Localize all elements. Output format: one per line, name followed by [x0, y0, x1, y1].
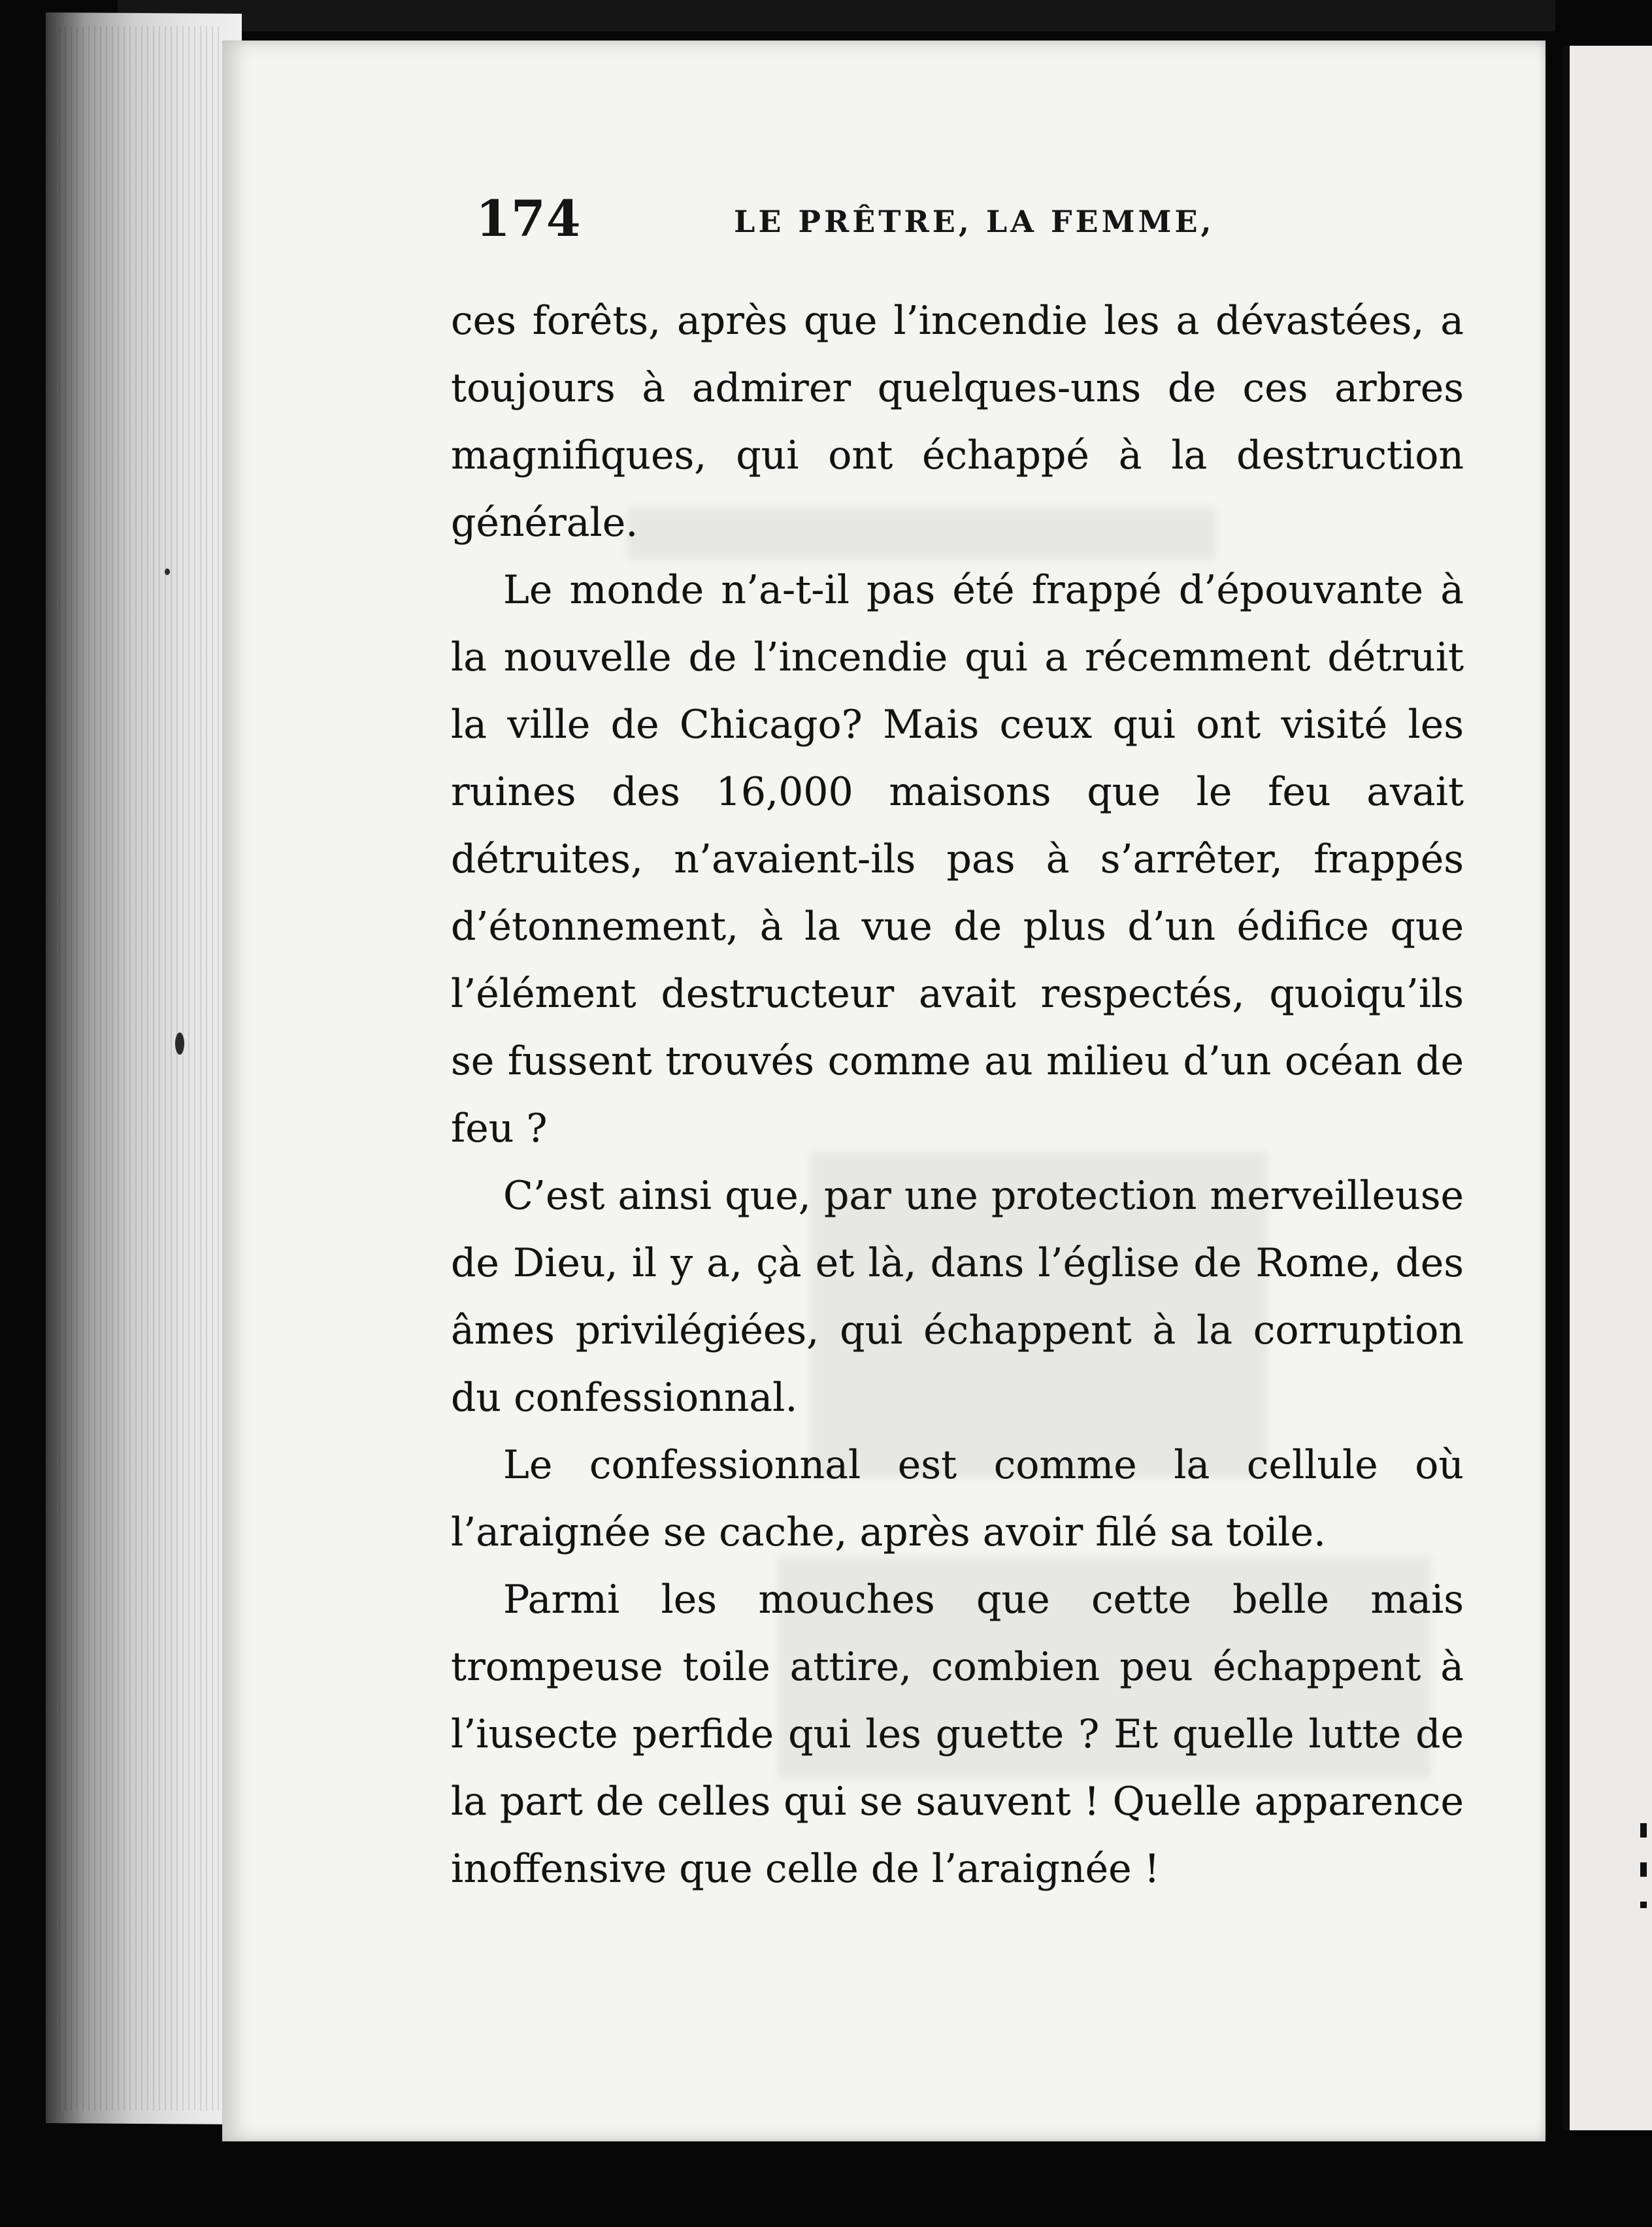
- body-text: [451, 288, 1464, 1903]
- paragraph: Le confessionnal est comme la cellule où l’araignée se cache, après avoir filé sa toile.: [451, 1442, 1464, 1555]
- next-page-marks: [1640, 1823, 1647, 1908]
- scan-speck: [175, 1032, 184, 1055]
- page-number: 174: [476, 190, 582, 248]
- running-title: LE PRÊTRE, LA FEMME,: [734, 204, 1215, 239]
- paragraph: Parmi les mouches que cette belle mais trompeuse toile attire, combien peu échappent à l’iusecte perfide qui les guette ? Et quelle lutte de la part de celles qui se sauvent ! Quelle apparence inoffensive que celle de l’araignée !: [451, 1577, 1464, 1892]
- scan-speck: [165, 569, 170, 575]
- paragraph: C’est ainsi que, par une protection merveilleuse de Dieu, il y a, çà et là, dans l’église de Rome, des âmes privilégiées, qui échappent à la corruption du confessionnal.: [451, 1173, 1464, 1421]
- running-head: [476, 190, 1286, 248]
- next-page-sliver: [1563, 46, 1652, 2130]
- paragraph: ces forêts, après que l’incendie les a dévastées, a toujours à admirer quelques-uns de ces arbres magnifiques, qui ont échappé à la destruction générale.: [451, 298, 1464, 546]
- page-edge-lines: [59, 26, 222, 2111]
- top-edge-shadow: [118, 0, 1555, 31]
- paragraph: Le monde n’a-t-il pas été frappé d’épouvante à la nouvelle de l’incendie qui a récemment détruit la ville de Chicago? Mais ceux qui ont visité les ruines des 16,000 maisons que le feu avait détruites, n’avaient-ils pas à s’arrêter, frappés d’étonnement, à la vue de plus d’un édifice que l’élément destructeur avait respectés, quoiqu’ils se fussent trouvés comme au milieu d’un océan de feu ?: [451, 567, 1464, 1151]
